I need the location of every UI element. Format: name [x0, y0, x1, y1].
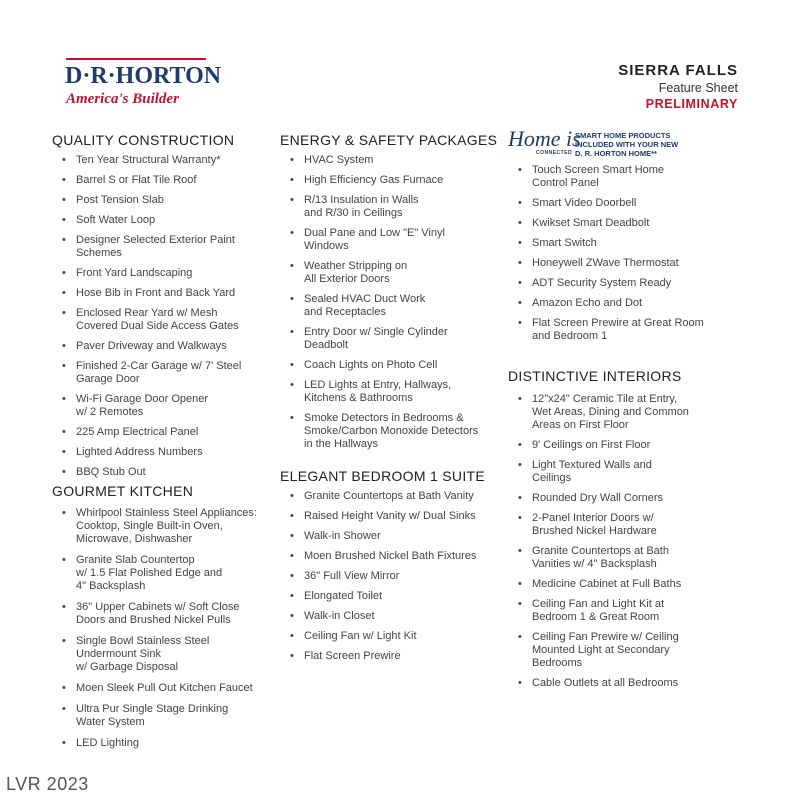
- bullet-icon: •: [62, 234, 66, 246]
- column-left: [52, 132, 277, 750]
- feature-item-text: Post Tension Slab: [76, 194, 164, 206]
- logo-red-bar: [66, 58, 206, 60]
- feature-item: [52, 154, 277, 167]
- feature-item-text: Flat Screen Prewire at Great Room: [532, 317, 704, 329]
- feature-item-text: Garage Door: [76, 373, 140, 385]
- feature-item: [280, 194, 500, 220]
- feature-item-text: Smoke Detectors in Bedrooms &: [304, 412, 464, 424]
- feature-item-text: 12"x24" Ceramic Tile at Entry,: [532, 393, 678, 405]
- bullet-icon: •: [518, 197, 522, 209]
- feature-item: [52, 194, 277, 207]
- feature-item-text: Ten Year Structural Warranty*: [76, 154, 221, 166]
- column-middle: [280, 132, 500, 663]
- bullet-icon: •: [518, 217, 522, 229]
- smart-home-list: [508, 164, 748, 343]
- quality-list: [52, 154, 277, 479]
- feature-item: [280, 359, 500, 372]
- feature-item-text: High Efficiency Gas Furnace: [304, 174, 444, 186]
- feature-item: [280, 530, 500, 543]
- feature-item-text: Brushed Nickel Hardware: [532, 525, 657, 537]
- feature-item-text: HVAC System: [304, 154, 374, 166]
- feature-item-text: Elongated Toilet: [304, 590, 383, 602]
- feature-item-text: 36" Full View Mirror: [304, 570, 400, 582]
- feature-item-text: Enclosed Rear Yard w/ Mesh: [76, 307, 218, 319]
- feature-item: [280, 550, 500, 563]
- feature-item-text: Rounded Dry Wall Corners: [532, 492, 664, 504]
- bullet-icon: •: [62, 737, 66, 749]
- feature-item: [52, 426, 277, 439]
- feature-item-text: Ceilings: [532, 472, 572, 484]
- feature-item: [52, 507, 277, 546]
- feature-item-text: Granite Countertops at Bath: [532, 545, 669, 557]
- feature-item-text: Control Panel: [532, 177, 599, 189]
- feature-item-text: Sealed HVAC Duct Work: [304, 293, 426, 305]
- feature-item-text: Lighted Address Numbers: [76, 446, 203, 458]
- bullet-icon: •: [62, 360, 66, 372]
- feature-item: [508, 512, 748, 538]
- feature-item: [52, 267, 277, 280]
- bullet-icon: •: [62, 703, 66, 715]
- bullet-icon: •: [290, 194, 294, 206]
- feature-item-text: BBQ Stub Out: [76, 466, 146, 478]
- bullet-icon: •: [290, 590, 294, 602]
- feature-item-text: Areas on First Floor: [532, 419, 629, 431]
- section-title-energy: ENERGY & SAFETY PACKAGES: [280, 132, 498, 148]
- feature-item: [52, 214, 277, 227]
- feature-item-text: All Exterior Doors: [304, 273, 390, 285]
- bullet-icon: •: [62, 554, 66, 566]
- smart-home-caption: [575, 131, 678, 158]
- document-header: [618, 62, 738, 112]
- feature-item-text: Dual Pane and Low "E" Vinyl: [304, 227, 445, 239]
- feature-item-text: Microwave, Dishwasher: [76, 533, 193, 545]
- feature-item: [508, 578, 748, 591]
- feature-item-text: w/ Garbage Disposal: [76, 661, 179, 673]
- bullet-icon: •: [518, 545, 522, 557]
- feature-item: [508, 164, 748, 190]
- bullet-icon: •: [518, 297, 522, 309]
- bullet-icon: •: [518, 257, 522, 269]
- bullet-icon: •: [518, 459, 522, 471]
- bullet-icon: •: [518, 631, 522, 643]
- bullet-icon: •: [62, 154, 66, 166]
- feature-item-text: Vanities w/ 4" Backsplash: [532, 558, 657, 570]
- bullet-icon: •: [290, 630, 294, 642]
- bullet-icon: •: [62, 340, 66, 352]
- feature-item-text: Moen Sleek Pull Out Kitchen Faucet: [76, 682, 253, 694]
- column-right: [508, 164, 748, 690]
- feature-item: [52, 234, 277, 260]
- feature-item: [52, 601, 277, 627]
- feature-item-text: Moen Brushed Nickel Bath Fixtures: [304, 550, 477, 562]
- bullet-icon: •: [62, 287, 66, 299]
- feature-item: [52, 287, 277, 300]
- bullet-icon: •: [518, 317, 522, 329]
- energy-list: [280, 154, 500, 451]
- feature-item-text: 2-Panel Interior Doors w/: [532, 512, 654, 524]
- feature-item-text: Bedroom 1 & Great Room: [532, 611, 660, 623]
- smart-home-caption-line: INCLUDED WITH YOUR NEW: [575, 140, 679, 149]
- bullet-icon: •: [518, 277, 522, 289]
- feature-item: [52, 554, 277, 593]
- feature-item-text: w/ 2 Remotes: [76, 406, 144, 418]
- bullet-icon: •: [518, 237, 522, 249]
- feature-item: [52, 446, 277, 459]
- bullet-icon: •: [290, 154, 294, 166]
- feature-item-text: R/13 Insulation in Walls: [304, 194, 419, 206]
- feature-item: [52, 737, 277, 750]
- feature-item-text: Wi-Fi Garage Door Opener: [76, 393, 209, 405]
- feature-item-text: LED Lights at Entry, Hallways,: [304, 379, 452, 391]
- kitchen-list: [52, 507, 277, 750]
- feature-item-text: Walk-in Closet: [304, 610, 375, 622]
- feature-item-text: Walk-in Shower: [304, 530, 381, 542]
- interiors-list: [508, 393, 748, 690]
- feature-item-text: Designer Selected Exterior Paint: [76, 234, 235, 246]
- bullet-icon: •: [62, 426, 66, 438]
- feature-item: [508, 217, 748, 230]
- feature-item-text: Smart Switch: [532, 237, 597, 249]
- bullet-icon: •: [290, 359, 294, 371]
- bullet-icon: •: [290, 650, 294, 662]
- feature-item-text: Schemes: [76, 247, 122, 259]
- bullet-icon: •: [290, 326, 294, 338]
- bullet-icon: •: [290, 174, 294, 186]
- bullet-icon: •: [62, 635, 66, 647]
- feature-item: [280, 174, 500, 187]
- bullet-icon: •: [518, 578, 522, 590]
- lvr-watermark: LVR 2023: [6, 774, 89, 794]
- feature-item-text: Windows: [304, 240, 349, 252]
- community-title: SIERRA FALLS: [618, 62, 738, 79]
- bullet-icon: •: [290, 379, 294, 391]
- bullet-icon: •: [62, 174, 66, 186]
- bullet-icon: •: [518, 164, 522, 176]
- feature-item: [52, 635, 277, 674]
- feature-item-text: Smart Video Doorbell: [532, 197, 637, 209]
- feature-item: [280, 227, 500, 253]
- feature-item: [52, 703, 277, 729]
- feature-item: [508, 598, 748, 624]
- feature-item-text: Touch Screen Smart Home: [532, 164, 665, 176]
- feature-item-text: Cable Outlets at all Bedrooms: [532, 677, 679, 689]
- feature-item-text: Soft Water Loop: [76, 214, 156, 226]
- feature-item: [280, 490, 500, 503]
- section-title-quality: QUALITY CONSTRUCTION: [52, 132, 235, 148]
- feature-item: [52, 682, 277, 695]
- document-subtitle: Feature Sheet: [658, 81, 738, 95]
- feature-item-text: Medicine Cabinet at Full Baths: [532, 578, 682, 590]
- feature-item: [508, 459, 748, 485]
- bullet-icon: •: [518, 677, 522, 689]
- feature-item-text: Water System: [76, 716, 145, 728]
- feature-item: [280, 650, 500, 663]
- feature-item-text: 9' Ceilings on First Floor: [532, 439, 651, 451]
- bullet-icon: •: [62, 194, 66, 206]
- section-title-bedroom: ELEGANT BEDROOM 1 SUITE: [280, 468, 486, 484]
- feature-item-text: 225 Amp Electrical Panel: [76, 426, 199, 438]
- feature-item: [52, 466, 277, 479]
- feature-item: [280, 610, 500, 623]
- feature-item: [280, 293, 500, 319]
- bullet-icon: •: [290, 530, 294, 542]
- feature-item: [508, 439, 748, 452]
- feature-item: [508, 677, 748, 690]
- feature-item: [508, 197, 748, 210]
- bullet-icon: •: [62, 267, 66, 279]
- bullet-icon: •: [518, 598, 522, 610]
- feature-item-text: Kitchens & Bathrooms: [304, 392, 413, 404]
- feature-item-text: ADT Security System Ready: [532, 277, 672, 289]
- feature-item-text: Entry Door w/ Single Cylinder: [304, 326, 448, 338]
- bullet-icon: •: [290, 510, 294, 522]
- feature-item: [280, 326, 500, 352]
- feature-item: [508, 393, 748, 432]
- bedroom-list: [280, 490, 500, 663]
- feature-item: [508, 237, 748, 250]
- bullet-icon: •: [62, 466, 66, 478]
- feature-item: [508, 277, 748, 290]
- feature-item: [508, 317, 748, 343]
- feature-item: [280, 570, 500, 583]
- feature-item: [280, 379, 500, 405]
- feature-item-text: Coach Lights on Photo Cell: [304, 359, 438, 371]
- feature-item-text: Single Bowl Stainless Steel: [76, 635, 210, 647]
- feature-item: [508, 545, 748, 571]
- feature-item: [280, 412, 500, 451]
- feature-item: [280, 630, 500, 643]
- bullet-icon: •: [518, 492, 522, 504]
- feature-item: [52, 393, 277, 419]
- feature-item-text: and Bedroom 1: [532, 330, 608, 342]
- bullet-icon: •: [290, 550, 294, 562]
- feature-item: [508, 257, 748, 270]
- feature-item: [280, 154, 500, 167]
- feature-item-text: 4" Backsplash: [76, 580, 146, 592]
- bullet-icon: •: [290, 260, 294, 272]
- feature-item-text: Finished 2-Car Garage w/ 7' Steel: [76, 360, 242, 372]
- feature-item-text: Light Textured Walls and: [532, 459, 652, 471]
- feature-item-text: Deadbolt: [304, 339, 349, 351]
- feature-item-text: Covered Dual Side Access Gates: [76, 320, 239, 332]
- dr-horton-logo: [62, 58, 222, 110]
- bullet-icon: •: [62, 307, 66, 319]
- feature-item: [280, 510, 500, 523]
- bullet-icon: •: [62, 446, 66, 458]
- bullet-icon: •: [290, 293, 294, 305]
- bullet-icon: •: [518, 439, 522, 451]
- feature-item-text: Barrel S or Flat Tile Roof: [76, 174, 197, 186]
- feature-item-text: Wet Areas, Dining and Common: [532, 406, 689, 418]
- section-title-interiors: DISTINCTIVE INTERIORS: [508, 368, 682, 384]
- feature-item-text: Doors and Brushed Nickel Pulls: [76, 614, 231, 626]
- feature-item: [508, 631, 748, 670]
- feature-item-text: Ceiling Fan Prewire w/ Ceiling: [532, 631, 679, 643]
- feature-item: [508, 297, 748, 310]
- feature-item-text: Honeywell ZWave Thermostat: [532, 257, 679, 269]
- feature-item-text: Paver Driveway and Walkways: [76, 340, 227, 352]
- smart-home-caption-line: SMART HOME PRODUCTS: [575, 131, 671, 140]
- section-title-kitchen: GOURMET KITCHEN: [52, 483, 194, 499]
- feature-item-text: 36" Upper Cabinets w/ Soft Close: [76, 601, 240, 613]
- feature-item-text: in the Hallways: [304, 438, 378, 450]
- feature-item-text: Whirlpool Stainless Steel Appliances:: [76, 507, 257, 519]
- feature-item-text: Ultra Pur Single Stage Drinking: [76, 703, 229, 715]
- feature-item: [280, 590, 500, 603]
- feature-item-text: w/ 1.5 Flat Polished Edge and: [76, 567, 223, 579]
- feature-item-text: Amazon Echo and Dot: [532, 297, 643, 309]
- feature-item-text: and R/30 in Ceilings: [304, 207, 403, 219]
- feature-item-text: Raised Height Vanity w/ Dual Sinks: [304, 510, 476, 522]
- preliminary-label: PRELIMINARY: [645, 97, 738, 111]
- bullet-icon: •: [62, 601, 66, 613]
- feature-item: [52, 307, 277, 333]
- feature-item-text: Cooktop, Single Built-in Oven,: [76, 520, 223, 532]
- feature-item: [52, 340, 277, 353]
- feature-item-text: Granite Countertops at Bath Vanity: [304, 490, 474, 502]
- feature-item: [52, 174, 277, 187]
- feature-item-text: Undermount Sink: [76, 648, 161, 660]
- bullet-icon: •: [518, 393, 522, 405]
- bullet-icon: •: [62, 507, 66, 519]
- smart-home-caption-line: D. R. HORTON HOME**: [575, 149, 657, 158]
- feature-item-text: LED Lighting: [76, 737, 139, 749]
- feature-item-text: Hose Bib in Front and Back Yard: [76, 287, 236, 299]
- bullet-icon: •: [290, 412, 294, 424]
- feature-item-text: and Receptacles: [304, 306, 386, 318]
- connected-label: CONNECTED: [536, 150, 573, 156]
- feature-item-text: Front Yard Landscaping: [76, 267, 193, 279]
- feature-item-text: Granite Slab Countertop: [76, 554, 195, 566]
- logo-wordmark: D·R·HORTON: [65, 63, 222, 89]
- bullet-icon: •: [518, 512, 522, 524]
- bullet-icon: •: [62, 214, 66, 226]
- bullet-icon: •: [62, 393, 66, 405]
- feature-item-text: Weather Stripping on: [304, 260, 408, 272]
- feature-item-text: Smoke/Carbon Monoxide Detectors: [304, 425, 479, 437]
- logo-tagline: America's Builder: [66, 91, 179, 107]
- feature-item-text: Mounted Light at Secondary: [532, 644, 670, 656]
- feature-item: [508, 492, 748, 505]
- feature-item-text: Ceiling Fan w/ Light Kit: [304, 630, 417, 642]
- home-is-connected-badge: [508, 126, 748, 160]
- feature-item: [52, 360, 277, 386]
- feature-item-text: Bedrooms: [532, 657, 583, 669]
- bullet-icon: •: [290, 610, 294, 622]
- bullet-icon: •: [62, 682, 66, 694]
- bullet-icon: •: [290, 570, 294, 582]
- bullet-icon: •: [290, 227, 294, 239]
- home-is-script: Home is: [508, 126, 581, 151]
- feature-item-text: Ceiling Fan and Light Kit at: [532, 598, 665, 610]
- feature-item-text: Kwikset Smart Deadbolt: [532, 217, 650, 229]
- feature-item-text: Flat Screen Prewire: [304, 650, 401, 662]
- bullet-icon: •: [290, 490, 294, 502]
- feature-item: [280, 260, 500, 286]
